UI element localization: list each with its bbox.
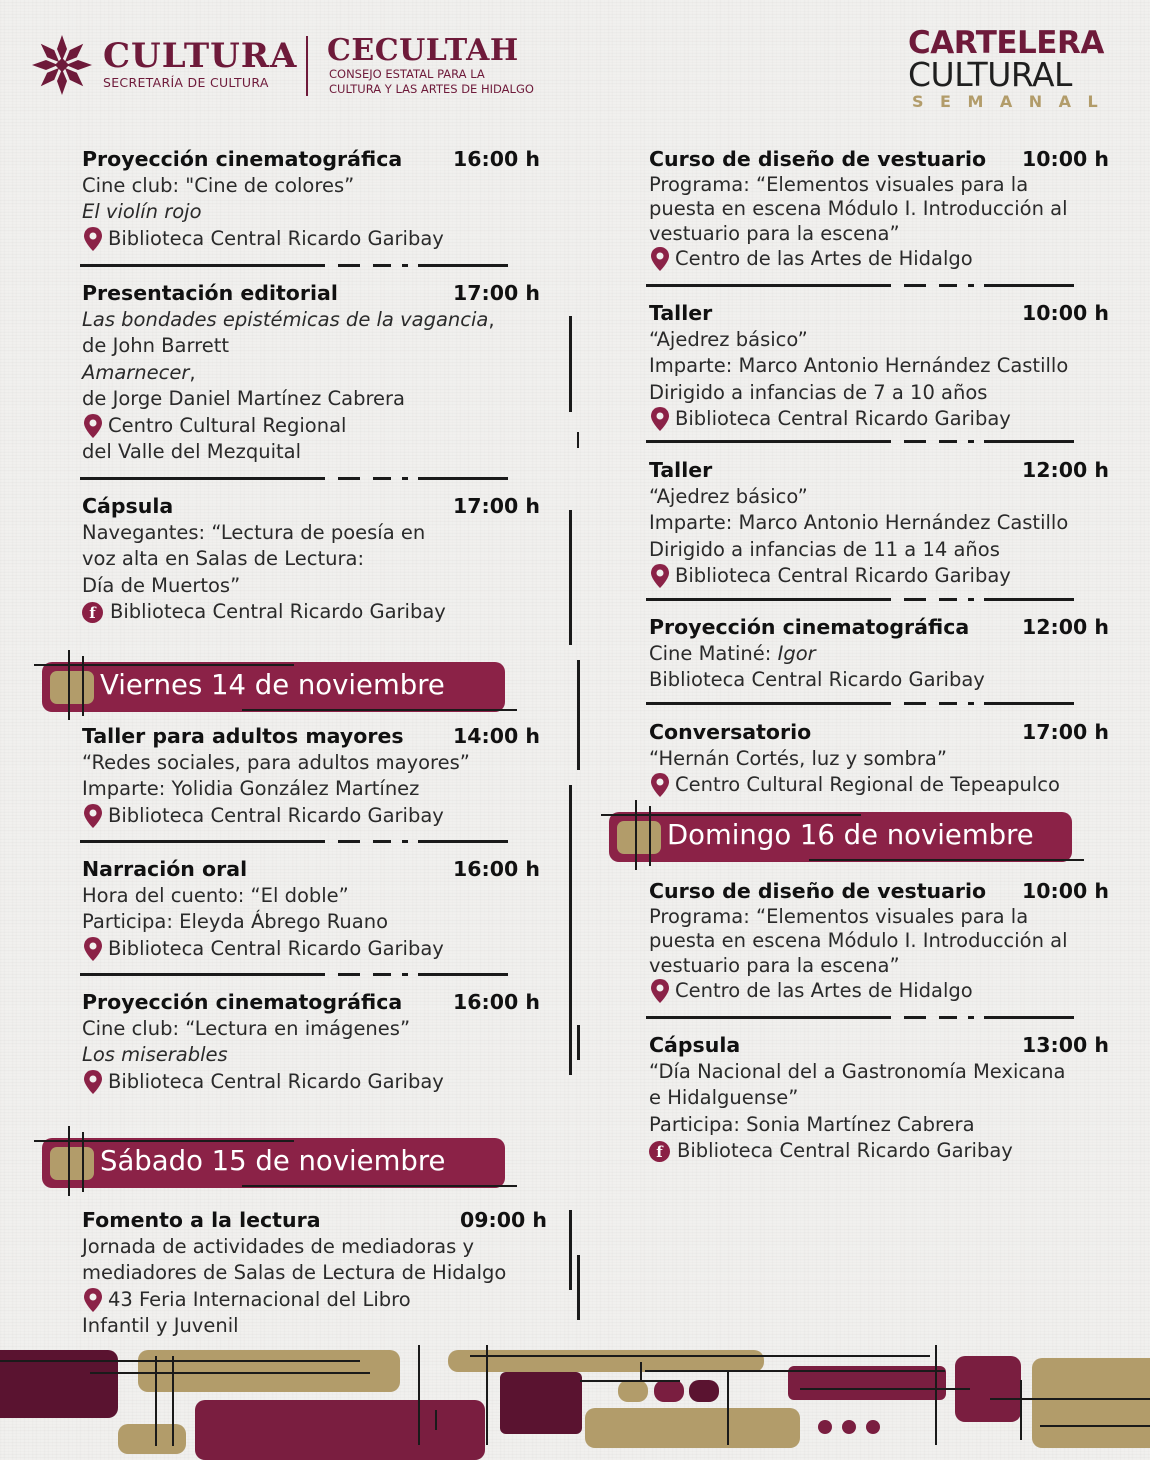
event-title: Proyección cinematográfica (82, 147, 403, 171)
decor-line (640, 1362, 642, 1382)
event-film-title: El violín rojo (82, 200, 202, 223)
event-card (649, 1032, 1109, 1165)
day-banner-gold-accent (50, 671, 94, 704)
location-pin-icon (82, 936, 104, 962)
event-detail: e Hidalguense” (649, 1086, 799, 1109)
event-detail: puesta en escena Módulo I. Introducción al (649, 197, 1068, 220)
event-location (82, 599, 540, 626)
event-location (82, 1069, 540, 1096)
dashed-divider (80, 973, 508, 976)
decor-line (649, 806, 651, 866)
day-banner-text: Domingo 16 de noviembre (667, 819, 1034, 851)
decor-line (486, 1345, 488, 1445)
decor-line (34, 1140, 294, 1142)
decor-line (68, 1126, 70, 1196)
event-card (82, 493, 540, 626)
decor-block (138, 1350, 400, 1392)
decor-block (500, 1372, 582, 1434)
event-detail: de Jorge Daniel Martínez Cabrera (82, 387, 405, 410)
decor-line (645, 1370, 945, 1372)
day-banner-text: Sábado 15 de noviembre (100, 1145, 446, 1177)
event-location (82, 936, 540, 963)
event-location (82, 803, 540, 830)
cultura-subtitle: SECRETARÍA DE CULTURA (103, 75, 269, 90)
event-title: Narración oral (82, 857, 248, 881)
event-title: Cápsula (649, 1033, 741, 1057)
decor-line (800, 1388, 970, 1390)
dashed-divider (80, 477, 508, 480)
location-pin-icon (649, 772, 671, 798)
decor-line (727, 1370, 729, 1445)
cecultah-subtitle-line: CULTURA Y LAS ARTES DE HIDALGO (329, 82, 534, 96)
event-time: 17:00 h (453, 494, 540, 518)
event-location-text: 43 Feria Internacional del Libro (108, 1287, 411, 1311)
event-detail: “Redes sociales, para adultos mayores” (82, 750, 470, 774)
event-detail: Hora del cuento: “El doble” (82, 883, 349, 907)
column-divider (569, 1210, 572, 1290)
event-detail: Dirigido a infancias de 11 a 14 años (649, 537, 1000, 561)
event-detail: Cine Matiné: (649, 641, 778, 665)
event-detail: Imparte: Marco Antonio Hernández Castillo (649, 354, 1069, 377)
column-divider (569, 785, 572, 1075)
event-location-text: Biblioteca Central Ricardo Garibay (649, 668, 985, 691)
dashed-divider (80, 840, 508, 843)
location-pin-icon (82, 413, 104, 439)
event-time: 17:00 h (1022, 720, 1109, 744)
day-banner-gold-accent (617, 821, 661, 854)
event-card (82, 280, 540, 466)
event-detail: Programa: “Elementos visuales para la (649, 172, 1029, 196)
event-location (649, 978, 1109, 1004)
event-time: 16:00 h (453, 857, 540, 881)
decor-line (155, 1356, 157, 1446)
event-detail: “Ajedrez básico” (649, 484, 808, 508)
event-detail: Imparte: Yolidia González Martínez (82, 777, 420, 800)
decor-block (654, 1380, 684, 1402)
event-detail: Participa: Sonia Martínez Cabrera (649, 1112, 975, 1136)
decor-line (635, 800, 637, 870)
event-title: Taller para adultos mayores (82, 724, 404, 748)
location-pin-icon (82, 1069, 104, 1095)
decor-block (618, 1380, 648, 1402)
decor-line (580, 1380, 680, 1382)
column-divider (577, 660, 580, 770)
facebook-icon: f (82, 602, 103, 623)
cultura-star-logo (30, 33, 94, 97)
location-pin-icon (82, 226, 104, 252)
event-time: 13:00 h (1022, 1033, 1109, 1057)
event-card (82, 856, 540, 962)
event-card (649, 719, 1109, 799)
event-card (649, 614, 1109, 694)
column-divider (569, 510, 572, 645)
day-banner-gold-accent (50, 1147, 94, 1180)
event-location-text: Biblioteca Central Ricardo Garibay (110, 600, 446, 623)
event-time: 16:00 h (453, 147, 540, 171)
decor-line (242, 709, 517, 711)
decor-line (90, 1372, 370, 1374)
column-divider (577, 1255, 580, 1320)
event-location-text: Biblioteca Central Ricardo Garibay (675, 407, 1011, 430)
decor-line (1040, 1425, 1150, 1427)
event-title: Proyección cinematográfica (649, 615, 970, 639)
event-location (649, 772, 1109, 799)
event-time: 10:00 h (1022, 879, 1109, 903)
event-detail: Navegantes: “Lectura de poesía en (82, 520, 426, 544)
event-detail: mediadores de Salas de Lectura de Hidalgo (82, 1261, 507, 1284)
event-title: Conversatorio (649, 720, 812, 744)
event-card (649, 457, 1109, 590)
event-time: 12:00 h (1022, 458, 1109, 482)
event-title: Taller (649, 458, 713, 482)
event-detail: Cine club: “Lectura en imágenes” (82, 1016, 411, 1040)
event-location (82, 226, 540, 253)
event-location-text: Centro Cultural Regional (108, 413, 347, 437)
dashed-divider (646, 702, 1074, 705)
event-location (82, 1287, 547, 1314)
event-location-text: Biblioteca Central Ricardo Garibay (108, 803, 444, 827)
decor-line (1020, 1380, 1022, 1440)
event-time: 16:00 h (453, 990, 540, 1014)
cartelera-title: CARTELERA (908, 25, 1104, 61)
cultural-title: CULTURAL (908, 55, 1072, 94)
column-divider (569, 316, 572, 412)
event-card (649, 300, 1109, 433)
event-detail: Jornada de actividades de mediadoras y (82, 1234, 474, 1258)
semanal-title: SEMANAL (912, 92, 1115, 111)
decor-line (435, 1410, 437, 1430)
event-detail: Día de Muertos” (82, 573, 241, 597)
cecultah-subtitle-line: CONSEJO ESTATAL PARA LA (329, 67, 485, 81)
event-film-title: Igor (777, 641, 816, 665)
event-title: Taller (649, 301, 713, 325)
event-film-title: Los miserables (82, 1043, 228, 1066)
event-detail: Programa: “Elementos visuales para la (649, 904, 1029, 928)
event-detail: “Ajedrez básico” (649, 327, 808, 351)
location-pin-icon (82, 803, 104, 829)
location-pin-icon (649, 978, 671, 1004)
event-card (82, 723, 540, 829)
event-detail: Participa: Eleyda Ábrego Ruano (82, 910, 389, 933)
event-card (82, 1207, 547, 1340)
day-banner-viernes (42, 662, 517, 712)
cecultah-subtitle (329, 67, 534, 97)
day-banner-text: Viernes 14 de noviembre (100, 669, 445, 701)
decor-line (82, 656, 84, 716)
decor-block (1032, 1358, 1150, 1448)
event-detail: puesta en escena Módulo I. Introducción al (649, 929, 1068, 952)
event-title: Curso de diseño de vestuario (649, 879, 987, 903)
facebook-icon: f (649, 1141, 670, 1162)
event-time: 10:00 h (1022, 147, 1109, 171)
cecultah-wordmark: CECULTAH (327, 33, 519, 68)
location-pin-icon (82, 1287, 104, 1313)
column-divider (577, 432, 579, 448)
book-title: Amarnecer (82, 360, 190, 384)
decor-block (195, 1400, 485, 1460)
event-detail: “Hernán Cortés, luz y sombra” (649, 746, 947, 770)
event-location-text: Biblioteca Central Ricardo Garibay (108, 1069, 444, 1093)
event-title: Proyección cinematográfica (82, 990, 403, 1014)
event-location (649, 246, 1109, 272)
decor-block (118, 1424, 186, 1454)
event-location-text: Centro de las Artes de Hidalgo (675, 979, 973, 1002)
event-title: Cápsula (82, 494, 174, 518)
decor-line (470, 1355, 930, 1357)
event-time: 10:00 h (1022, 301, 1109, 325)
decor-line (418, 1345, 420, 1445)
event-title: Presentación editorial (82, 281, 338, 305)
event-location-text: Biblioteca Central Ricardo Garibay (108, 936, 444, 960)
book-title-comma: , (189, 360, 196, 384)
decor-dot (842, 1420, 856, 1434)
event-detail: Dirigido a infancias de 7 a 10 años (649, 380, 988, 404)
event-location-text: Centro de las Artes de Hidalgo (675, 247, 973, 270)
event-location-text: Biblioteca Central Ricardo Garibay (675, 564, 1011, 587)
location-pin-icon (649, 563, 671, 589)
event-time: 14:00 h (453, 724, 540, 748)
decor-line (0, 1360, 360, 1362)
decor-line (68, 650, 70, 720)
column-divider (577, 1025, 580, 1060)
book-title: Las bondades epistémicas de la vagancia (82, 307, 489, 331)
brand-divider (306, 36, 308, 96)
event-location-text: Biblioteca Central Ricardo Garibay (677, 1139, 1013, 1162)
decor-line (172, 1356, 174, 1446)
decor-block (448, 1350, 764, 1372)
dashed-divider (646, 440, 1074, 443)
decor-block (689, 1380, 719, 1402)
decor-line (990, 1398, 1150, 1400)
decor-dot (818, 1420, 832, 1434)
location-pin-icon (649, 246, 671, 272)
book-title-comma: , (488, 307, 495, 331)
event-location (649, 406, 1109, 433)
event-time: 12:00 h (1022, 615, 1109, 639)
location-pin-icon (649, 406, 671, 432)
event-detail: Cine club: "Cine de colores” (82, 173, 355, 197)
event-location-text: del Valle del Mezquital (82, 440, 302, 463)
decor-line (935, 1345, 937, 1445)
event-location-text: Biblioteca Central Ricardo Garibay (108, 226, 444, 250)
event-location (649, 1138, 1109, 1165)
event-detail: voz alta en Salas de Lectura: (82, 547, 365, 570)
event-card (649, 878, 1109, 1004)
event-title: Fomento a la lectura (82, 1208, 321, 1232)
day-banner-domingo (609, 812, 1084, 862)
decor-line (809, 859, 1084, 861)
decor-line (82, 1132, 84, 1192)
event-card (82, 989, 540, 1095)
event-card (82, 146, 540, 252)
decor-block (585, 1408, 800, 1448)
event-time: 17:00 h (453, 281, 540, 305)
event-location (82, 413, 540, 440)
dashed-divider (80, 264, 508, 267)
event-location-text: Centro Cultural Regional de Tepeapulco (675, 773, 1060, 796)
event-title: Curso de diseño de vestuario (649, 147, 987, 171)
decor-line (34, 664, 294, 666)
event-time: 09:00 h (460, 1208, 547, 1232)
event-detail: vestuario para la escena” (649, 221, 900, 245)
day-banner-sabado (42, 1138, 517, 1188)
cultura-wordmark: CULTURA (103, 36, 298, 76)
event-location-text: Infantil y Juvenil (82, 1314, 239, 1337)
decor-line (242, 1185, 517, 1187)
decor-dot (866, 1420, 880, 1434)
event-detail: “Día Nacional del a Gastronomía Mexicana (649, 1059, 1066, 1083)
dashed-divider (646, 284, 1074, 287)
dashed-divider (646, 598, 1074, 601)
dashed-divider (646, 1016, 1074, 1019)
event-detail: de John Barrett (82, 334, 230, 357)
event-card (649, 146, 1109, 272)
event-detail: Imparte: Marco Antonio Hernández Castillo (649, 511, 1069, 534)
event-detail: vestuario para la escena” (649, 953, 900, 977)
decor-line (601, 814, 861, 816)
event-location (649, 563, 1109, 590)
